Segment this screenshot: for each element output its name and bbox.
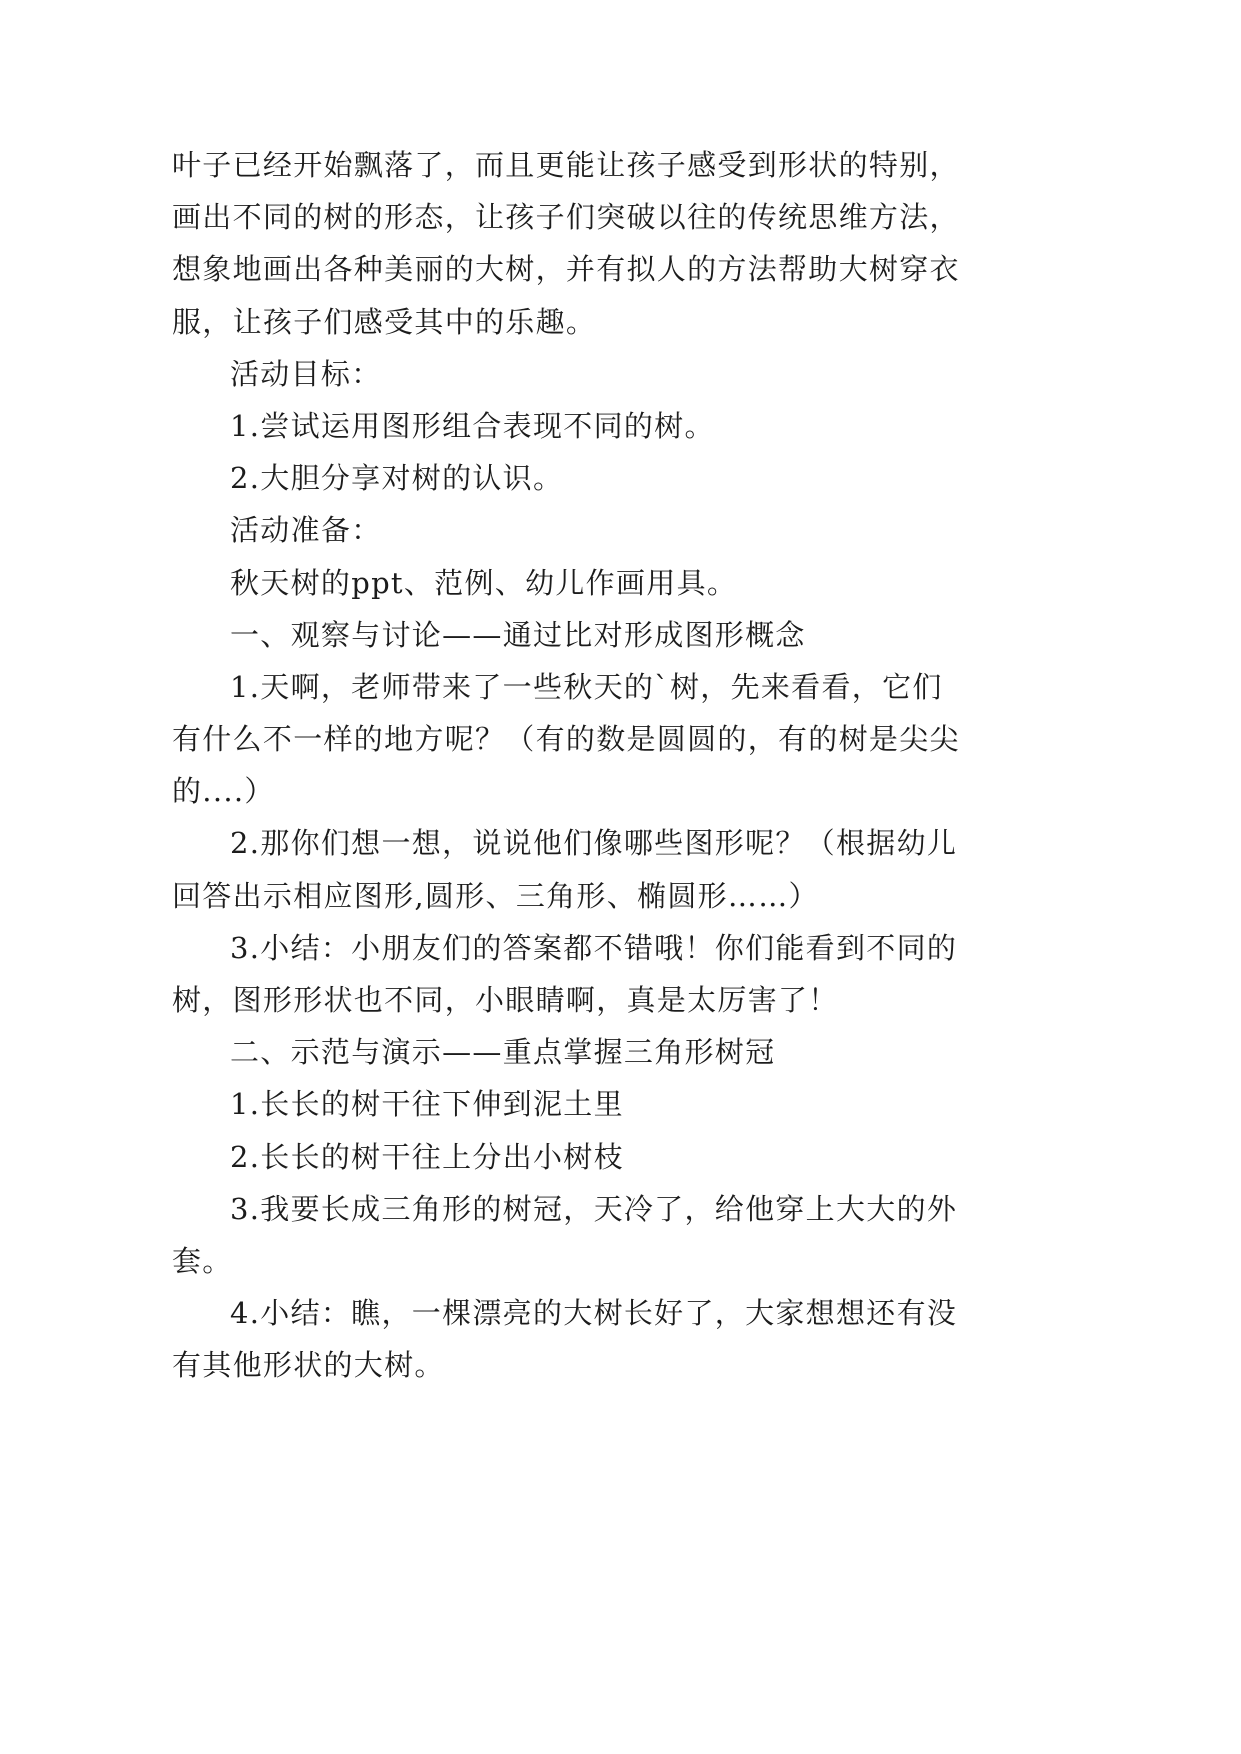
goal-item — [172, 452, 1072, 504]
document-body — [172, 139, 1072, 1392]
section-heading-observe — [172, 609, 1072, 661]
text-line: 一、观察与讨论——通过比对形成图形概念 — [230, 617, 806, 652]
text-line: 4.小结：瞧，一棵漂亮的大树长好了，大家想想还有没 — [230, 1296, 958, 1331]
goal-item — [172, 400, 1072, 452]
text-line: 有其他形状的大树。 — [172, 1348, 445, 1383]
text-line: 活动目标： — [230, 356, 382, 391]
step-paragraph — [172, 817, 1072, 921]
text-line: 想象地画出各种美丽的大树，并有拟人的方法帮助大树穿衣 — [172, 252, 960, 287]
intro-paragraph — [172, 139, 1072, 348]
text-line: 活动准备： — [230, 513, 382, 548]
preparation-paragraph — [172, 557, 1072, 609]
text-line: 有什么不一样的地方呢？（有的数是圆圆的，有的树是尖尖 — [172, 722, 960, 757]
text-line: 3.小结：小朋友们的答案都不错哦！你们能看到不同的 — [230, 930, 958, 965]
text-line: 二、示范与演示——重点掌握三角形树冠 — [230, 1035, 776, 1070]
step-paragraph — [172, 922, 1072, 1026]
text-line: 画出不同的树的形态，让孩子们突破以往的传统思维方法， — [172, 200, 960, 235]
text-line: 服，让孩子们感受其中的乐趣。 — [172, 304, 597, 339]
text-line: 叶子已经开始飘落了，而且更能让孩子感受到形状的特别， — [172, 148, 960, 182]
text-line: 2.那你们想一想，说说他们像哪些图形呢？（根据幼儿 — [230, 826, 958, 861]
section-heading-preparation — [172, 504, 1072, 556]
step-paragraph — [172, 661, 1072, 818]
text-line: 2.长长的树干往上分出小树枝 — [230, 1139, 624, 1174]
section-heading-demo — [172, 1026, 1072, 1078]
text-line: 1.天啊，老师带来了一些秋天的`树，先来看看，它们 — [230, 669, 943, 704]
step-paragraph — [172, 1183, 1072, 1287]
text-line: 1.尝试运用图形组合表现不同的树。 — [230, 408, 715, 443]
text-line: 秋天树的ppt、范例、幼儿作画用具。 — [230, 565, 738, 600]
text-line: 1.长长的树干往下伸到泥土里 — [230, 1087, 624, 1122]
text-line: 回答出示相应图形,圆形、三角形、椭圆形……） — [172, 878, 819, 913]
section-heading-goals — [172, 348, 1072, 400]
text-line: 的....） — [172, 774, 275, 809]
step-paragraph — [172, 1078, 1072, 1130]
text-line: 套。 — [172, 1243, 233, 1278]
step-paragraph — [172, 1131, 1072, 1183]
text-line: 2.大胆分享对树的认识。 — [230, 461, 564, 496]
text-line: 3.我要长成三角形的树冠，天冷了，给他穿上大大的外 — [230, 1191, 958, 1226]
step-paragraph — [172, 1287, 1072, 1391]
text-line: 树，图形形状也不同，小眼睛啊，真是太厉害了！ — [172, 983, 839, 1017]
